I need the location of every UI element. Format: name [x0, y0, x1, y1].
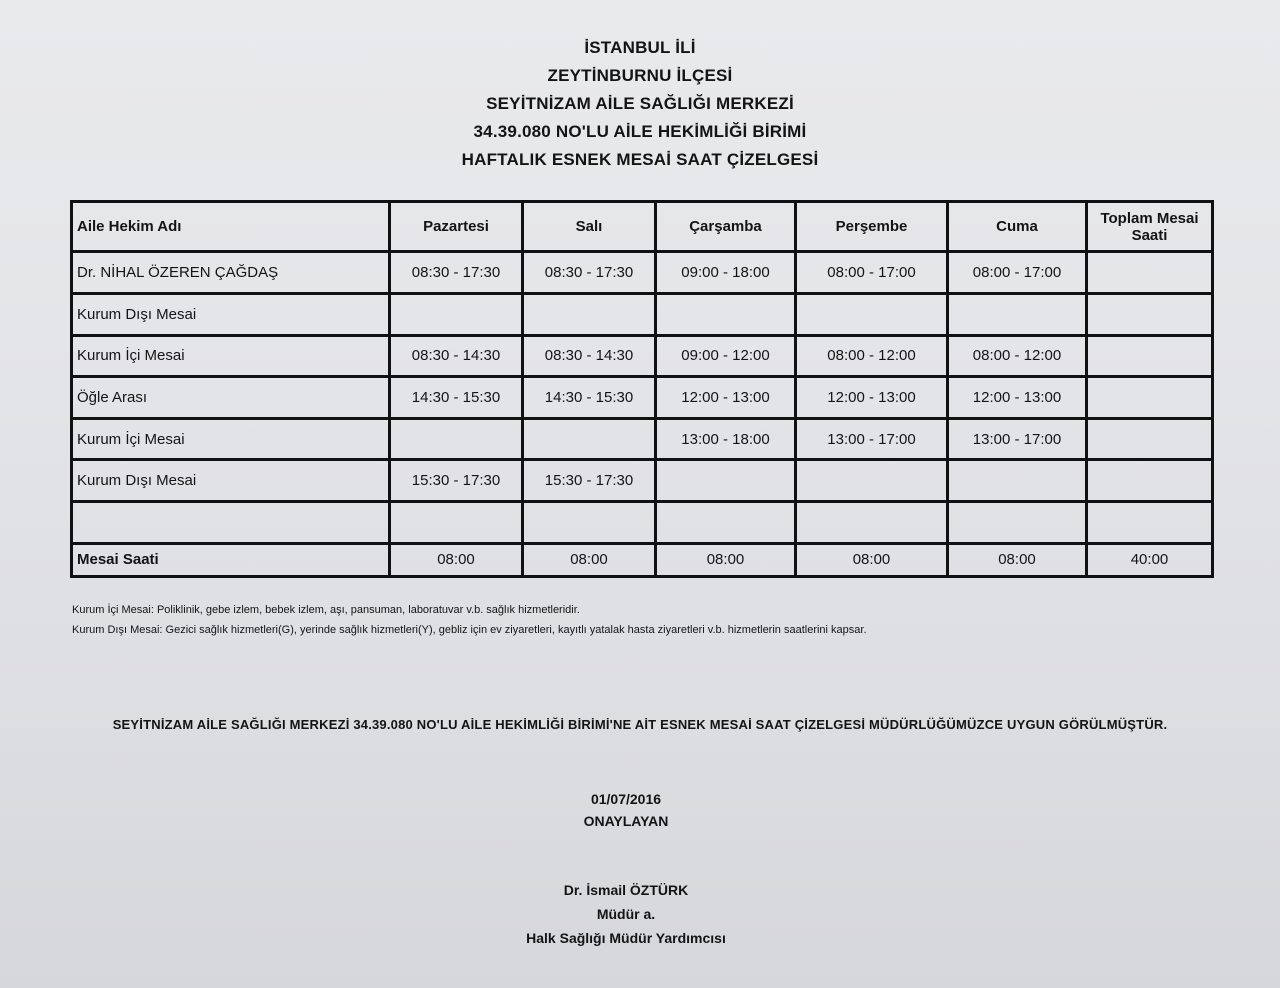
table-cell: 12:00 - 13:00 — [948, 377, 1087, 419]
total-cell-tuesday: 08:00 — [523, 543, 656, 576]
signatory-title-2: Halk Sağlığı Müdür Yardımcısı — [526, 930, 726, 946]
table-cell — [1087, 502, 1213, 544]
total-row-label: Mesai Saati — [72, 543, 390, 576]
note-internal-work: Kurum İçi Mesai: Poliklinik, gebe izlem, bebek izlem, aşı, pansuman, laboratuvar v.b. sağlık hizmetleridir. — [72, 604, 580, 616]
table-cell: 12:00 - 13:00 — [796, 377, 948, 419]
header-district: ZEYTİNBURNU İLÇESİ — [547, 66, 733, 85]
signatory-title-1: Müdür a. — [596, 906, 656, 922]
table-cell: 08:30 - 17:30 — [523, 252, 656, 294]
column-header-doctor-name: Aile Hekim Adı — [72, 202, 390, 252]
total-cell-wednesday: 08:00 — [656, 543, 796, 576]
schedule-table — [70, 200, 1214, 578]
total-cell-week: 40:00 — [1087, 543, 1213, 576]
table-cell — [390, 293, 523, 335]
table-row — [72, 293, 1213, 335]
table-cell: 13:00 - 17:00 — [948, 418, 1087, 460]
table-row — [72, 460, 1213, 502]
header-health-center: SEYİTNİZAM AİLE SAĞLIĞI MERKEZİ — [486, 94, 794, 113]
table-cell — [656, 460, 796, 502]
table-cell: 08:00 - 17:00 — [948, 252, 1087, 294]
table-cell: 08:30 - 17:30 — [390, 252, 523, 294]
table-row — [72, 377, 1213, 419]
table-cell — [1087, 293, 1213, 335]
table-cell — [796, 293, 948, 335]
table-cell: 08:00 - 12:00 — [796, 335, 948, 377]
table-cell — [948, 460, 1087, 502]
total-cell-friday: 08:00 — [948, 543, 1087, 576]
table-row — [72, 335, 1213, 377]
table-cell — [796, 460, 948, 502]
approval-date: 01/07/2016 — [590, 791, 662, 807]
approval-label: ONAYLAYAN — [583, 813, 669, 829]
table-cell — [1087, 335, 1213, 377]
row-label: Kurum Dışı Mesai — [72, 293, 390, 335]
table-total-row — [72, 543, 1213, 576]
table-cell: 08:00 - 17:00 — [796, 252, 948, 294]
row-label: Kurum İçi Mesai — [72, 418, 390, 460]
table-cell: 08:30 - 14:30 — [390, 335, 523, 377]
total-cell-monday: 08:00 — [390, 543, 523, 576]
table-cell — [1087, 377, 1213, 419]
note-external-work: Kurum Dışı Mesai: Gezici sağlık hizmetleri(G), yerinde sağlık hizmetleri(Y), gebliz için ev ziyaretleri, kayıtlı yatalak hasta ziyaretleri v.b. hizmetlerin saatlerini kapsar. — [72, 624, 867, 636]
row-label: Kurum İçi Mesai — [72, 335, 390, 377]
table-cell: 13:00 - 17:00 — [796, 418, 948, 460]
column-header-wednesday: Çarşamba — [656, 202, 796, 252]
table-row — [72, 418, 1213, 460]
column-header-total-hours: Toplam Mesai Saati — [1087, 202, 1213, 252]
table-cell — [1087, 460, 1213, 502]
table-cell: 09:00 - 18:00 — [656, 252, 796, 294]
table-cell — [656, 502, 796, 544]
table-cell — [1087, 418, 1213, 460]
approval-statement: SEYİTNİZAM AİLE SAĞLIĞI MERKEZİ 34.39.080 NO'LU AİLE HEKİMLİĞİ BİRİMİ'NE AİT ESNEK MESAİ SAAT ÇİZELGESİ MÜDÜRLÜĞÜMÜZCE UYGUN GÖRÜLMÜŞTÜR. — [112, 717, 1168, 732]
total-cell-thursday: 08:00 — [796, 543, 948, 576]
table-row-empty — [72, 502, 1213, 544]
table-cell — [390, 418, 523, 460]
table-cell: 14:30 - 15:30 — [390, 377, 523, 419]
table-cell — [523, 502, 656, 544]
row-label: Öğle Arası — [72, 377, 390, 419]
signatory-name: Dr. İsmail ÖZTÜRK — [563, 882, 689, 898]
table-cell — [796, 502, 948, 544]
table-cell — [1087, 252, 1213, 294]
signature-block — [0, 878, 1252, 950]
table-cell: 15:30 - 17:30 — [523, 460, 656, 502]
row-label — [72, 502, 390, 544]
table-cell — [948, 293, 1087, 335]
table-header-row — [72, 202, 1213, 252]
table-cell: 08:30 - 14:30 — [523, 335, 656, 377]
row-label: Dr. NİHAL ÖZEREN ÇAĞDAŞ — [72, 252, 390, 294]
table-cell: 12:00 - 13:00 — [656, 377, 796, 419]
row-label: Kurum Dışı Mesai — [72, 460, 390, 502]
table-cell: 15:30 - 17:30 — [390, 460, 523, 502]
table-cell — [390, 502, 523, 544]
table-cell: 08:00 - 12:00 — [948, 335, 1087, 377]
table-cell — [948, 502, 1087, 544]
column-header-monday: Pazartesi — [390, 202, 523, 252]
table-row — [72, 252, 1213, 294]
table-notes — [72, 600, 867, 640]
header-province: İSTANBUL İLİ — [584, 38, 696, 57]
table-cell: 13:00 - 18:00 — [656, 418, 796, 460]
header-unit: 34.39.080 NO'LU AİLE HEKİMLİĞİ BİRİMİ — [473, 122, 807, 141]
column-header-thursday: Perşembe — [796, 202, 948, 252]
approval-block — [0, 788, 1252, 832]
table-cell: 09:00 - 12:00 — [656, 335, 796, 377]
header-document-title: HAFTALIK ESNEK MESAİ SAAT ÇİZELGESİ — [461, 150, 819, 169]
table-cell — [523, 418, 656, 460]
document-header — [0, 34, 1280, 174]
table-cell — [656, 293, 796, 335]
table-cell: 14:30 - 15:30 — [523, 377, 656, 419]
column-header-tuesday: Salı — [523, 202, 656, 252]
column-header-friday: Cuma — [948, 202, 1087, 252]
table-cell — [523, 293, 656, 335]
